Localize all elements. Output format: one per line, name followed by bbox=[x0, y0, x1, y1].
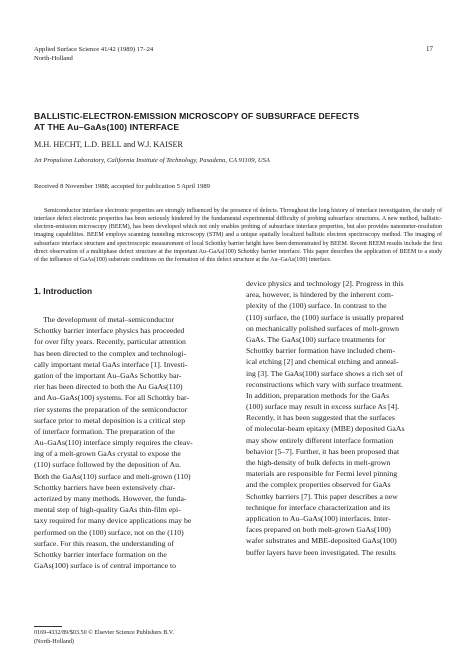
title-line: BALLISTIC-ELECTRON-EMISSION MICROSCOPY OF SUBSURFACE DEFECTS bbox=[34, 111, 360, 121]
body-line: surface. For this reason, the understanding of bbox=[34, 538, 174, 548]
body-line: of interface formation. The preparation of the bbox=[34, 426, 175, 436]
body-line: performed on the (100) surface, not on the (110) bbox=[34, 527, 184, 537]
body-line: device physics and technology [2]. Progress in this bbox=[246, 279, 404, 288]
body-line: The development of metal–semiconductor bbox=[43, 315, 175, 324]
body-line: ing of a melt-grown GaAs crystal to expose the bbox=[34, 449, 181, 459]
body-line: In addition, preparation methods for the GaAs bbox=[246, 390, 390, 400]
body-line: Schottky barriers have been extensively char- bbox=[34, 482, 176, 492]
body-line: gation of the important Au–GaAs Schottky bar- bbox=[34, 370, 182, 380]
body-line: GaAs(100) surface is of central importance to bbox=[34, 561, 177, 571]
body-line: reconstructions which vary with surface treatment. bbox=[246, 379, 404, 389]
body-line: application to Au–GaAs(100) interfaces. Inter- bbox=[246, 513, 391, 523]
body-column-left bbox=[34, 314, 238, 571]
authors: M.H. HECHT, L.D. BELL and W.J. KAISER bbox=[34, 140, 183, 149]
body-line: mental step of high-quality GaAs thin-film epi- bbox=[34, 505, 181, 515]
body-line: Schottky barriers [7]. This paper describes a new bbox=[246, 491, 398, 501]
copyright-footer bbox=[34, 629, 174, 646]
body-line: may show entirely different interface formation bbox=[246, 435, 394, 445]
body-line: materials are responsible for Fermi level pinning bbox=[246, 469, 398, 479]
body-line: of molecular-beam epitaxy (MBE) deposited GaAs bbox=[246, 424, 405, 434]
body-line: and the complex properties observed for GaAs bbox=[246, 480, 391, 490]
body-line: (100) surface may result in excess surface As [4]. bbox=[246, 402, 400, 412]
body-line: technique for interface characterization and its bbox=[246, 502, 390, 512]
body-line: behavior [5–7]. Further, it has been proposed that bbox=[246, 446, 400, 456]
affiliation: Jet Propulsion Laboratory, California Institute of Technology, Pasadena, CA 91109, USA bbox=[34, 157, 270, 164]
body-line: (110) surface followed by the deposition of Au. bbox=[34, 460, 181, 470]
body-line: and Au–GaAs(100) systems. For all Schottky bar- bbox=[34, 393, 190, 403]
body-line: ical etching [2] and chemical etching and anneal- bbox=[246, 357, 399, 367]
footer-line: 0169-4332/89/$03.50 © Elsevier Science Publishers B.V. bbox=[34, 630, 174, 636]
body-line: Schottky barrier formation have included chem- bbox=[246, 346, 396, 356]
body-line: the high-density of bulk defects in melt-grown bbox=[246, 458, 391, 467]
page-number: 17 bbox=[426, 45, 433, 53]
body-line: ing [3]. The GaAs(100) surface shows a rich set of bbox=[246, 368, 403, 378]
journal-publisher: North-Holland bbox=[34, 55, 73, 62]
section-heading: 1. Introduction bbox=[34, 286, 93, 296]
body-line: area, however, is hindered by the inherent com- bbox=[246, 290, 394, 300]
title-line: AT THE Au–GaAs(100) INTERFACE bbox=[34, 122, 180, 132]
body-line: has been directed to the complex and technologi- bbox=[34, 348, 187, 358]
body-line: taxy required for many device applications may be bbox=[34, 516, 192, 526]
body-line: Both the GaAs(110) surface and melt-grown (110) bbox=[34, 471, 191, 481]
body-line: for over fifty years. Recently, particular attention bbox=[34, 337, 186, 347]
article-title bbox=[34, 111, 434, 133]
body-line: faces prepared on both melt-grown GaAs(100) bbox=[246, 525, 391, 535]
footer-divider bbox=[34, 626, 62, 627]
received-date: Received 8 November 1988; accepted for publication 5 April 1989 bbox=[34, 183, 210, 190]
journal-line: Applied Surface Science 41/42 (1989) 17–24 bbox=[34, 46, 154, 53]
body-line: on mechanically polished surfaces of melt-grown bbox=[246, 323, 400, 333]
body-line: buffer layers have been investigated. The results bbox=[246, 547, 396, 557]
body-line: Au–GaAs(110) interface simply requires the cleav- bbox=[34, 438, 193, 448]
body-line: (110) surface, the (100) surface is usually prepared bbox=[246, 312, 404, 322]
body-line: rier systems the preparation of the semiconductor bbox=[34, 404, 188, 414]
body-line: Recently, it has been suggested that the surfaces bbox=[246, 413, 395, 423]
body-line: wafer substrates and MBE-deposited GaAs(100) bbox=[246, 536, 397, 546]
body-line: GaAs. The GaAs(100) surface treatments for bbox=[246, 334, 386, 344]
body-column-right bbox=[246, 278, 450, 558]
body-line: surface prior to metal deposition is a critical step bbox=[34, 415, 186, 425]
body-line: plexity of the (100) surface. In contrast to the bbox=[246, 301, 387, 311]
body-line: acterized by many methods. However, the funda- bbox=[34, 494, 187, 503]
body-line: Schottky barrier interface physics has proceeded bbox=[34, 326, 185, 336]
journal-citation bbox=[34, 45, 153, 63]
body-line: rier has been directed to both the Au GaAs(110) bbox=[34, 382, 183, 392]
body-line: Schottky barrier interface formation on the bbox=[34, 549, 167, 559]
footer-line: (North-Holland) bbox=[34, 638, 74, 645]
abstract: Semiconductor interface electronic properties are strongly influenced by the presence of defects. Throughout the long history of interface investigation, the study of interface defect electronic properties has been seriously hindered by the fundamental experimental difficulty of probing subsurface structures. A new method, ballistic-electron-emission microscopy (BEEM), has been developed which not only enables probing of subsurface interface properties, but also provides nanometer-resolution imaging capabilities. BEEM employs scanning tunneling microscopy (STM) and a unique spatially localized ballistic electron spectroscopy method. The imaging of subsurface interface structure and spectroscopic measurement of local Schottky barrier height have been demonstrated by BEEM. Recent BEEM results include the first direct observation of a multiphase defect structure at the important Au–GaAs(100) Schottky barrier interface. This paper describes the application of BEEM to a study of the influence of GaAs(100) substrate conditions on the formation of this defect structure at the Au–GaAs(100) interface. bbox=[34, 208, 442, 263]
body-line: cally important metal GaAs interface [1]. Investi- bbox=[34, 359, 188, 369]
